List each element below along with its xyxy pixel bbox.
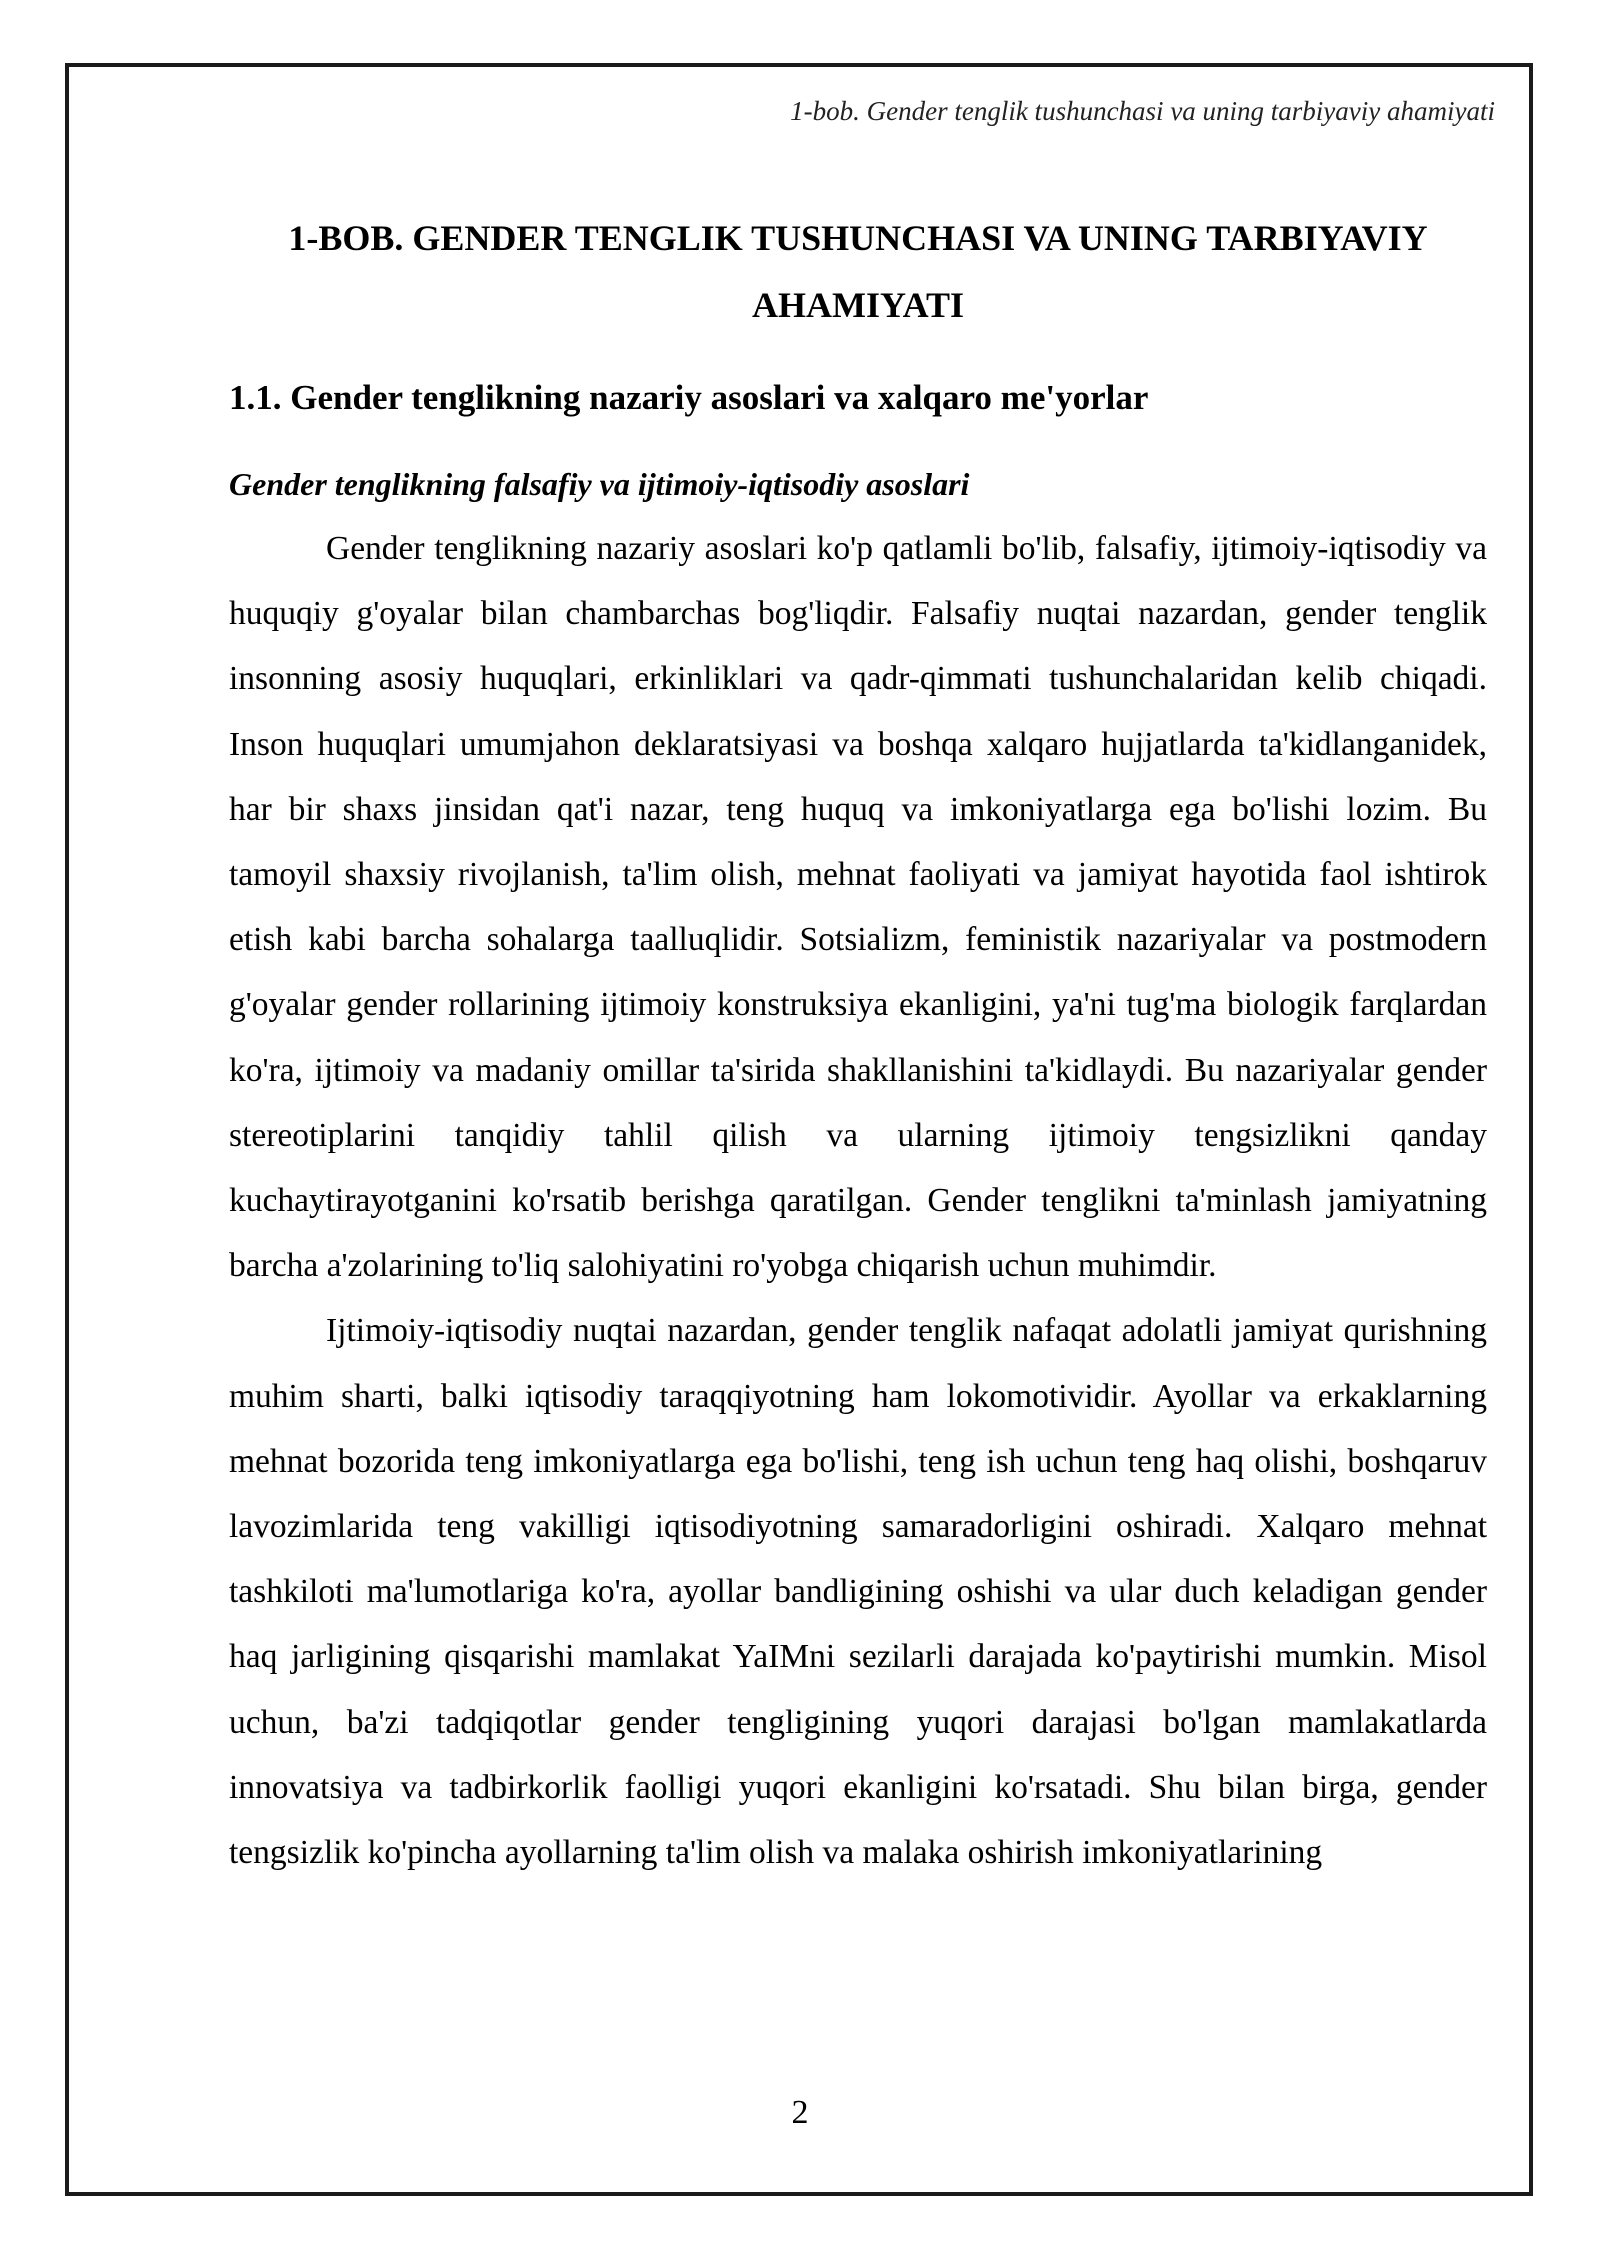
running-header: 1-bob. Gender tenglik tushunchasi va uning tarbiyaviy ahamiyati [790,96,1495,126]
subsection-title: Gender tenglikning falsafiy va ijtimoiy-iqtisodiy asoslari [229,466,970,502]
chapter-title: 1-BOB. GENDER TENGLIK TUSHUNCHASI VA UNING TARBIYAVIY AHAMIYATI [288,218,1428,325]
body-paragraph: Gender tenglikning nazariy asoslari ko'p qatlamli bo'lib, falsafiy, ijtimoiy-iqtisodiy va huquqiy g'oyalar bilan chambarchas bog'liqdir. Falsafiy nuqtai nazardan, gender tenglik insonning asosiy huquqlari, erkinliklari va qadr-qimmati tushunchalaridan kelib chiqadi. Inson huquqlari umumjahon deklaratsiyasi va boshqa xalqaro hujjatlarda ta'kidlanganidek, har bir shaxs jinsidan qat'i nazar, teng huquq va imkoniyatlarga ega bo'lishi lozim. Bu tamoyil shaxsiy rivojlanish, ta'lim olish, mehnat faoliyati va jamiyat hayotida faol ishtirok etish kabi barcha sohalarga taalluqlidir. Sotsializm, feministik nazariyalar va postmodern g'oyalar gender rollarining ijtimoiy konstruksiya ekanligini, ya'ni tug'ma biologik farqlardan ko'ra, ijtimoiy va madaniy omillar ta'sirida shakllanishini ta'kidlaydi. Bu nazariyalar gender stereotiplarini tanqidiy tahlil qilish va ularning ijtimoiy tengsizlikni qanday kuchaytirayotganini ko'rsatib berishga qaratilgan. Gender tenglikni ta'minlash jamiyatning barcha a'zolarining to'liq salohiyatini ro'yobga chiqarish uchun muhimdir. [229,530,1487,1285]
section-title: 1.1. Gender tenglikning nazariy asoslari va xalqaro me'yorlar [229,378,1149,417]
page-content [229,205,1487,1885]
page-number: 2 [791,2094,809,2131]
body-paragraph: Ijtimoiy-iqtisodiy nuqtai nazardan, gender tenglik nafaqat adolatli jamiyat qurishning muhim sharti, balki iqtisodiy taraqqiyotning ham lokomotividir. Ayollar va erkaklarning mehnat bozorida teng imkoniyatlarga ega bo'lishi, teng ish uchun teng haq olishi, boshqaruv lavozimlarida teng vakilligi iqtisodiyotning samaradorligini oshiradi. Xalqaro mehnat tashkiloti ma'lumotlariga ko'ra, ayollar bandligining oshishi va ular duch keladigan gender haq jarligining qisqarishi mamlakat YaIMni sezilarli darajada ko'paytirishi mumkin. Misol uchun, ba'zi tadqiqotlar gender tengligining yuqori darajasi bo'lgan mamlakatlarda innovatsiya va tadbirkorlik faolligi yuqori ekanligini ko'rsatadi. Shu bilan birga, gender tengsizlik ko'pincha ayollarning ta'lim olish va malaka oshirish imkoniyatlarining [229,1312,1487,1872]
